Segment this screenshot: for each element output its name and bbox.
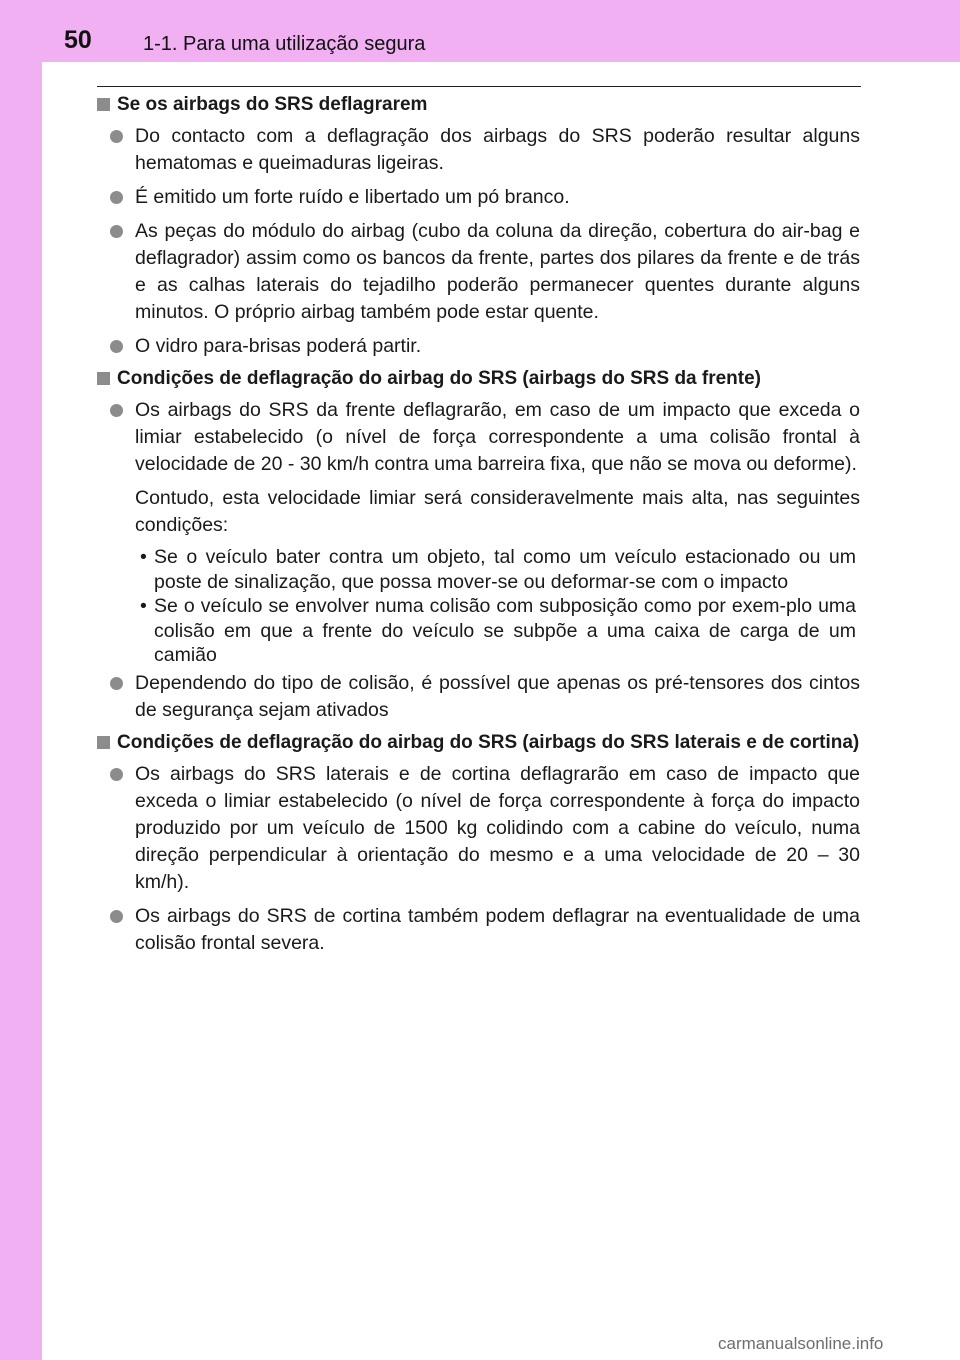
list-item: O vidro para-brisas poderá partir. <box>97 333 860 360</box>
round-bullet-icon <box>110 768 123 781</box>
list-item: As peças do módulo do airbag (cubo da coluna da direção, cobertura do air-bag e deflagrador) assim como os bancos da frente, partes dos pilares da frente e de trás e as calhas laterais do tejadilho poderão permanecer quentes durante alguns minutos. O próprio airbag também pode estar quente. <box>97 218 860 326</box>
side-color-band <box>0 0 42 1360</box>
round-bullet-icon <box>110 404 123 417</box>
sub-list-item: • Se o veículo bater contra um objeto, tal como um veículo estacionado ou um poste de sinalização, que possa mover-se ou deformar-se com o impacto <box>140 546 856 593</box>
heading-text: Condições de deflagração do airbag do SRS (airbags do SRS da frente) <box>117 368 762 389</box>
section-heading-side-curtain-airbags <box>97 731 860 755</box>
heading-text: Condições de deflagração do airbag do SRS (airbags do SRS laterais e de cortina) <box>117 731 860 753</box>
round-bullet-icon <box>110 191 123 204</box>
sub-list-item: • Se o veículo se envolver numa colisão com subposição como por exem-plo uma colisão em que a frente do veículo se subpõe a uma caixa de carga de um camião <box>140 595 856 666</box>
square-bullet-icon <box>97 98 110 111</box>
watermark: carmanualsonline.info <box>718 1334 884 1353</box>
dot-bullet-icon: • <box>140 546 147 568</box>
square-bullet-icon <box>97 372 110 385</box>
round-bullet-icon <box>110 910 123 923</box>
list-item: Os airbags do SRS da frente deflagrarão, em caso de um impacto que exceda o limiar estabelecido (o nível de força correspondente a uma colisão frontal à velocidade de 20 - 30 km/h contra uma barreira fixa, que não se mova ou deforme). <box>97 397 860 478</box>
round-bullet-icon <box>110 130 123 143</box>
list-item: É emitido um forte ruído e libertado um pó branco. <box>97 184 860 211</box>
page-number: 50 <box>64 26 92 54</box>
round-bullet-icon <box>110 340 123 353</box>
round-bullet-icon <box>110 225 123 238</box>
header-rule <box>97 86 861 87</box>
dot-bullet-icon: • <box>140 595 147 617</box>
list-item: Os airbags do SRS laterais e de cortina deflagrarão em caso de impacto que exceda o limiar estabelecido (o nível de força correspondente à força do impacto produzido por um veículo de 1500 kg colidindo com a cabine do veículo, numa direção perpendicular à orientação do mesmo e a uma velocidade de 20 – 30 km/h). <box>97 761 860 896</box>
square-bullet-icon <box>97 736 110 749</box>
round-bullet-icon <box>110 677 123 690</box>
page-content <box>97 93 860 964</box>
heading-text: Se os airbags do SRS deflagrarem <box>117 94 428 115</box>
list-item: Os airbags do SRS de cortina também podem deflagrar na eventualidade de uma colisão frontal severa. <box>97 903 860 957</box>
header-title: 1-1. Para uma utilização segura <box>143 33 426 55</box>
list-item: Do contacto com a deflagração dos airbags do SRS poderão resultar alguns hematomas e queimaduras ligeiras. <box>97 123 860 177</box>
list-item: Dependendo do tipo de colisão, é possível que apenas os pré-tensores dos cintos de segurança sejam ativados <box>97 670 860 724</box>
section-heading-deployment <box>97 93 860 117</box>
paragraph: Contudo, esta velocidade limiar será consideravelmente mais alta, nas seguintes condições: <box>135 487 860 536</box>
section-heading-front-airbags <box>97 367 860 391</box>
